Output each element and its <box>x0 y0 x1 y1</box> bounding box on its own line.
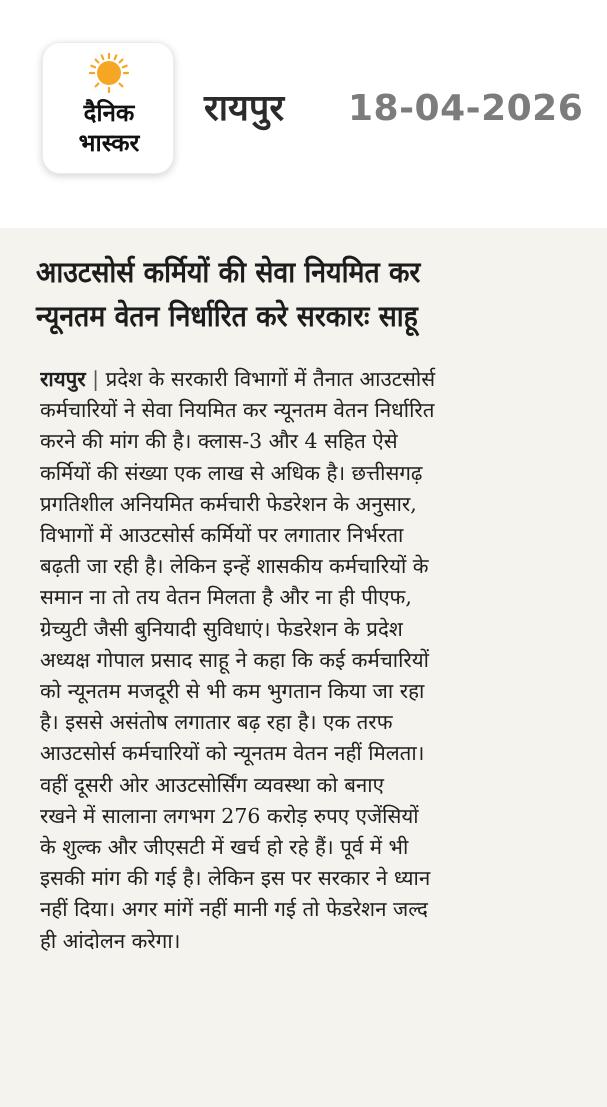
dateline-separator: | <box>92 367 100 391</box>
dainik-bhaskar-logo <box>42 42 174 174</box>
body-line: कर्मचारियों ने सेवा नियमित कर न्यूनतम वेतन निर्धारित <box>40 398 435 423</box>
body-line: समान ना तो तय वेतन मिलता है और ना ही पीएफ, <box>40 585 412 610</box>
body-line: विभागों में आउटसोर्स कर्मियों पर लगातार निर्भरता <box>40 523 404 548</box>
headline-line: आउटसोर्स कर्मियों की सेवा नियमित कर <box>36 255 421 289</box>
sun-logo-icon <box>43 43 175 175</box>
body-line: अध्यक्ष गोपाल प्रसाद साहू ने कहा कि कई कर्मचारियों <box>40 647 429 672</box>
body-line: को न्यूनतम मजदूरी से भी कम भुगतान किया जा रहा <box>40 679 425 704</box>
article-headline <box>36 250 551 338</box>
body-line: रखने में सालाना लगभग 276 करोड़ रुपए एजेंसियों <box>40 803 419 828</box>
dateline: रायपुर <box>40 367 86 391</box>
logo-text-dainik: दैनिक <box>83 99 135 127</box>
body-line: वहीं दूसरी ओर आउटसोर्सिंग व्यवस्था को बनाए <box>40 772 384 797</box>
body-line: करने की मांग की है। क्लास-3 और 4 सहित ऐसे <box>40 429 398 454</box>
article-body <box>40 364 580 957</box>
body-line: इसकी मांग की गई है। लेकिन इस पर सरकार ने ध्यान <box>40 866 431 891</box>
body-line: आउटसोर्स कर्मचारियों को न्यूनतम वेतन नहीं मिलता। <box>40 741 425 766</box>
article-first-line <box>40 364 580 395</box>
body-line: बढ़ती जा रही है। लेकिन इन्हें शासकीय कर्मचारियों के <box>40 554 429 579</box>
edition-date: 18-04-2026 <box>348 88 584 129</box>
body-line: ग्रेच्युटी जैसी बुनियादी सुविधाएं। फेडरेशन के प्रदेश <box>40 616 403 641</box>
logo-text-bhaskar: भास्कर <box>78 129 140 157</box>
edition-city: रायपुर <box>204 88 285 129</box>
headline-line: न्यूनतम वेतन निर्धारित करे सरकारः साहू <box>36 299 418 333</box>
body-line: कर्मियों की संख्या एक लाख से अधिक है। छत्तीसगढ़ <box>40 460 423 485</box>
body-line: के शुल्क और जीएसटी में खर्च हो रहे हैं। पूर्व में भी <box>40 835 409 860</box>
body-text: प्रदेश के सरकारी विभागों में तैनात आउटसोर्स <box>105 367 436 391</box>
body-line: प्रगतिशील अनियमित कर्मचारी फेडरेशन के अनुसार, <box>40 491 417 516</box>
newspaper-header <box>0 0 607 200</box>
body-line: है। इससे असंतोष लगातार बढ़ रहा है। एक तरफ <box>40 710 393 735</box>
body-line: नहीं दिया। अगर मांगें नहीं मानी गई तो फेडरेशन जल्द <box>40 897 428 922</box>
body-line: ही आंदोलन करेगा। <box>40 928 181 953</box>
